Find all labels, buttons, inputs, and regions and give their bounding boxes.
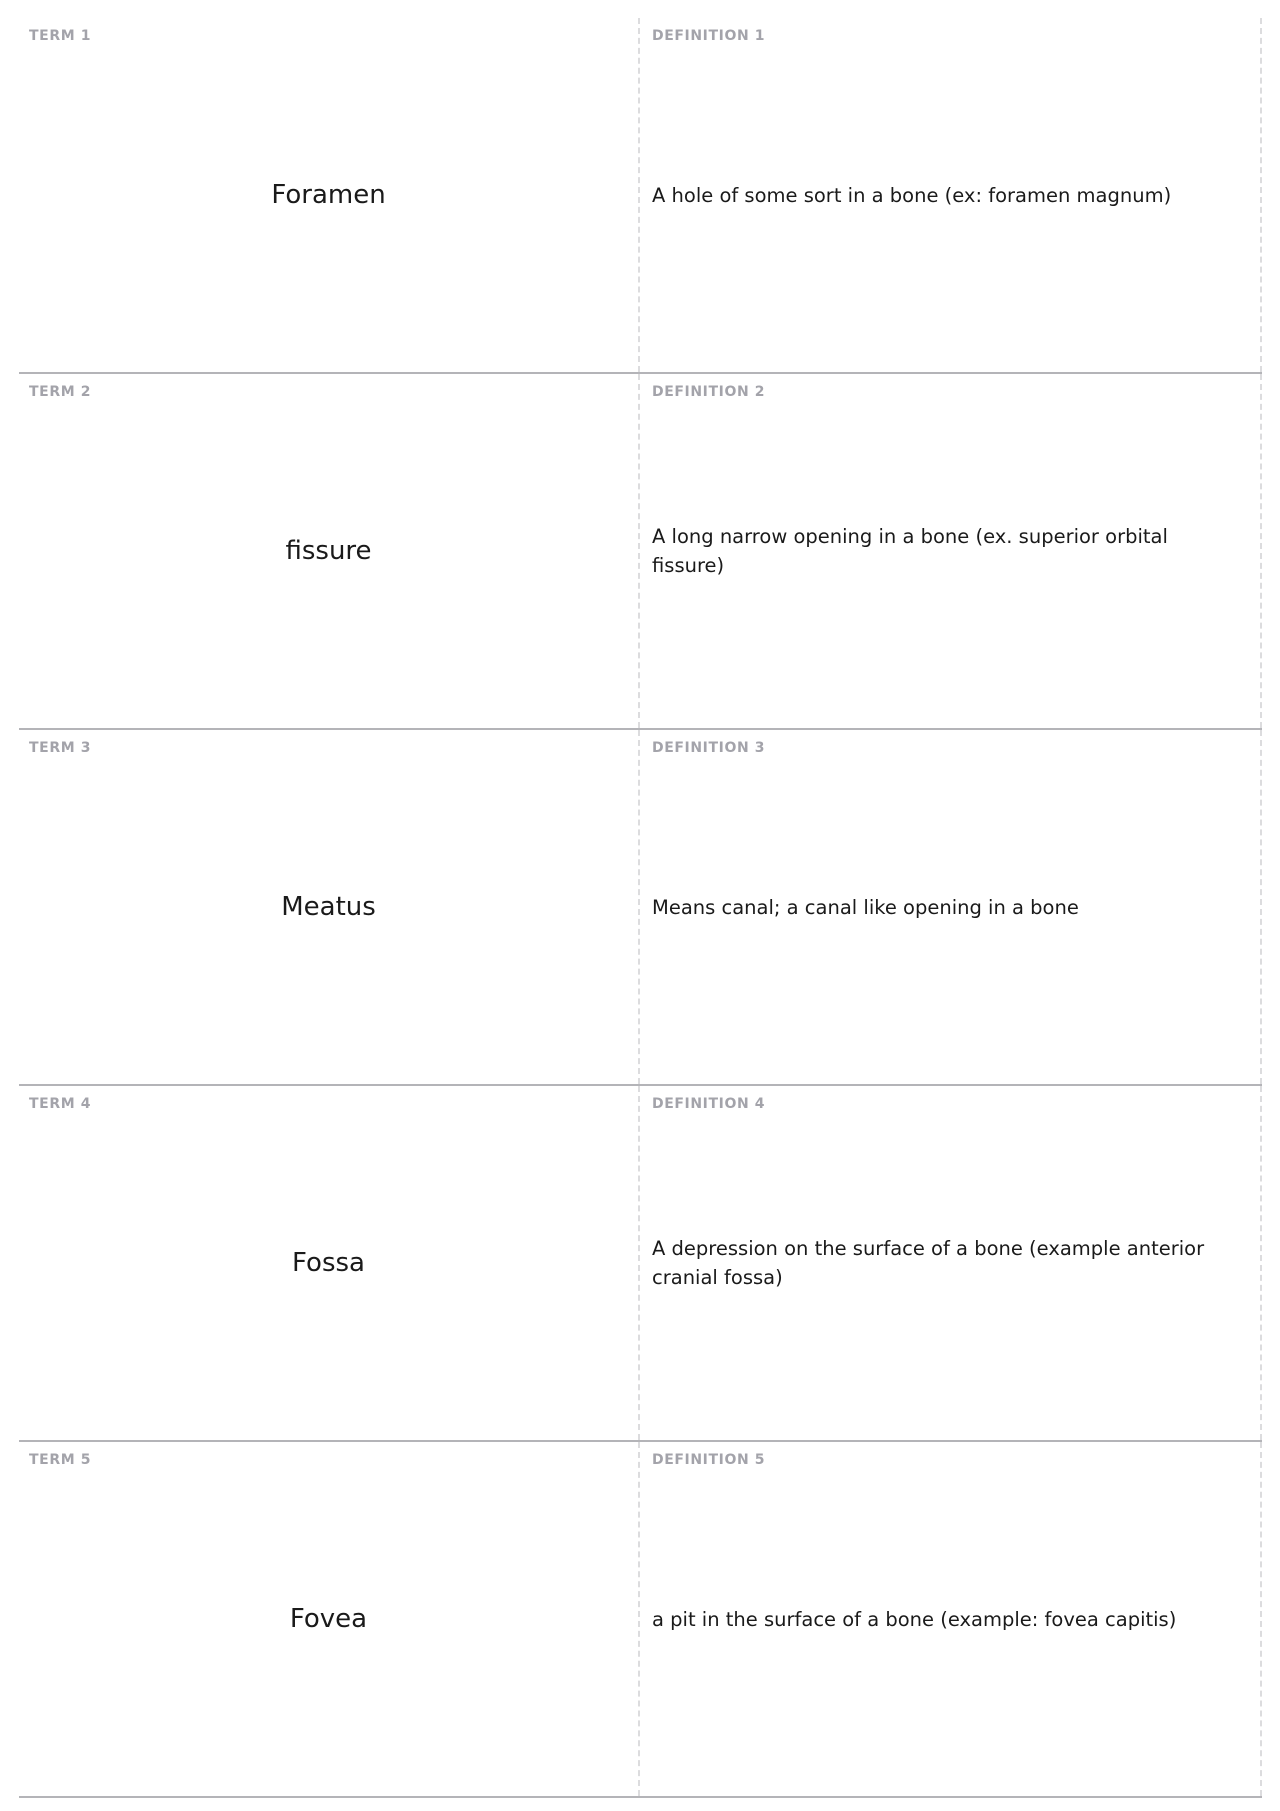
definition-text: Means canal; a canal like opening in a bone bbox=[652, 895, 1079, 919]
flashcard-row bbox=[19, 730, 1262, 1086]
definition-text: A depression on the surface of a bone (example anterior cranial fossa) bbox=[652, 1237, 1205, 1289]
term-text: fissure bbox=[285, 536, 372, 566]
definition-label: DEFINITION 4 bbox=[652, 1096, 766, 1112]
term-label: TERM 4 bbox=[29, 1096, 92, 1112]
definition-cell bbox=[640, 730, 1262, 1084]
term-cell bbox=[19, 730, 640, 1084]
flashcard-sheet bbox=[19, 18, 1262, 1798]
term-cell bbox=[19, 1086, 640, 1440]
definition-cell bbox=[640, 374, 1262, 728]
term-text: Foramen bbox=[271, 180, 386, 210]
definition-text: a pit in the surface of a bone (example: fovea capitis) bbox=[652, 1607, 1177, 1631]
flashcard-row bbox=[19, 18, 1262, 374]
definition-text: A hole of some sort in a bone (ex: foramen magnum) bbox=[652, 183, 1172, 207]
term-cell bbox=[19, 18, 640, 372]
flashcard-row bbox=[19, 1442, 1262, 1798]
term-cell bbox=[19, 374, 640, 728]
definition-text: A long narrow opening in a bone (ex. superior orbital fissure) bbox=[652, 525, 1168, 577]
term-text: Fossa bbox=[292, 1248, 365, 1278]
term-cell bbox=[19, 1442, 640, 1796]
term-label: TERM 1 bbox=[29, 28, 92, 44]
flashcard-row bbox=[19, 1086, 1262, 1442]
definition-cell bbox=[640, 1442, 1262, 1796]
definition-cell bbox=[640, 18, 1262, 372]
term-text: Meatus bbox=[281, 892, 376, 922]
flashcard-row bbox=[19, 374, 1262, 730]
definition-cell bbox=[640, 1086, 1262, 1440]
term-label: TERM 2 bbox=[29, 384, 92, 400]
definition-label: DEFINITION 1 bbox=[652, 28, 766, 44]
term-text: Fovea bbox=[289, 1604, 368, 1634]
term-label: TERM 5 bbox=[29, 1452, 92, 1468]
definition-label: DEFINITION 2 bbox=[652, 384, 766, 400]
definition-label: DEFINITION 3 bbox=[652, 740, 766, 756]
definition-label: DEFINITION 5 bbox=[652, 1452, 766, 1468]
term-label: TERM 3 bbox=[29, 740, 92, 756]
